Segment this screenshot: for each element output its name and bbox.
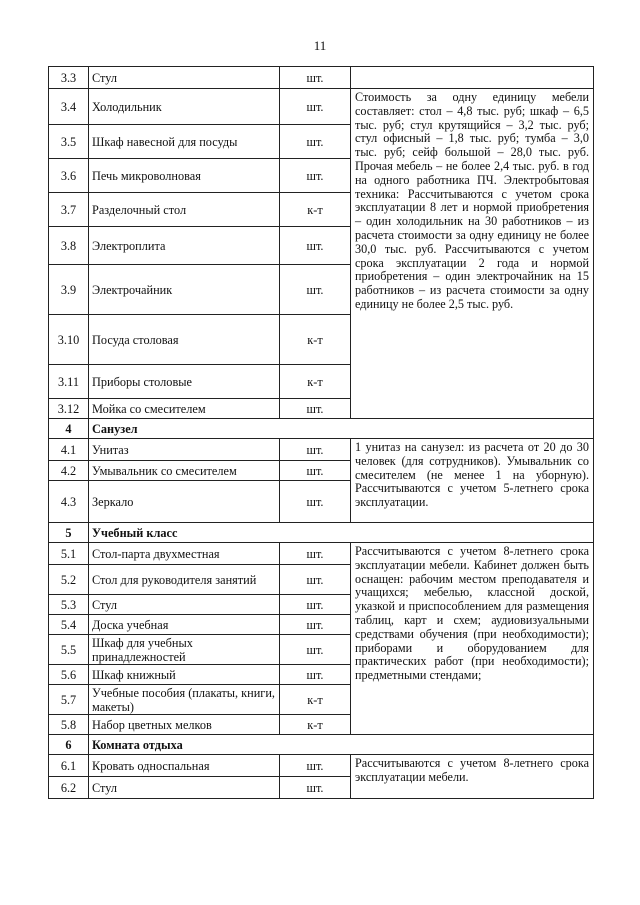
item-unit: к-т	[280, 715, 351, 735]
item-name: Кровать односпальная	[89, 755, 280, 777]
item-unit: шт.	[280, 89, 351, 125]
item-name: Шкаф для учебных принадлежностей	[89, 635, 280, 665]
item-unit: шт.	[280, 595, 351, 615]
section-note: Стоимость за одну единицу мебели составляет: стол – 4,8 тыс. руб; шкаф – 6,5 тыс. руб; стул крутящийся – 3,2 тыс. руб; стул офисный – 1,8 тыс. руб; тумба – 3,0 тыс. руб; сейф большой – 28,0 тыс. руб. Прочая мебель – не более 2,4 тыс. руб. в год на одного работника ПЧ. Электробытовая техника: Рассчитываются с учетом срока эксплуатации 8 лет и нормой приобретения – один холодильник на 30 работников – из расчета стоимости за одну единицу не более 30,0 тыс. руб. Рассчитываются с учетом срока эксплуатации 2 года и нормой приобретения – один электрочайник на 15 работников – из расчета стоимости за одну единицу не более 2,5 тыс. руб.	[351, 89, 594, 419]
page-number: 11	[313, 38, 327, 53]
item-unit: шт.	[280, 461, 351, 481]
item-name: Шкаф навесной для посуды	[89, 125, 280, 159]
section-title: Комната отдыха	[89, 735, 594, 755]
empty-note-cell	[351, 67, 594, 89]
item-name: Унитаз	[89, 439, 280, 461]
item-unit: к-т	[280, 365, 351, 399]
item-name: Стул	[89, 777, 280, 799]
item-unit: шт.	[280, 265, 351, 315]
item-unit: шт.	[280, 777, 351, 799]
item-name: Набор цветных мелков	[89, 715, 280, 735]
section-header-row	[49, 735, 594, 755]
item-unit: шт.	[280, 399, 351, 419]
item-number: 3.6	[49, 159, 89, 193]
table-row	[49, 89, 594, 125]
item-unit: к-т	[280, 193, 351, 227]
item-number: 5.1	[49, 543, 89, 565]
table-row	[49, 67, 594, 89]
item-number: 3.12	[49, 399, 89, 419]
table-row	[49, 543, 594, 565]
item-unit: шт.	[280, 665, 351, 685]
item-number: 5.4	[49, 615, 89, 635]
item-name: Мойка со смесителем	[89, 399, 280, 419]
item-name: Стул	[89, 67, 280, 89]
section-title: Санузел	[89, 419, 594, 439]
item-number: 4.2	[49, 461, 89, 481]
table-row	[49, 439, 594, 461]
item-name: Разделочный стол	[89, 193, 280, 227]
item-number: 3.9	[49, 265, 89, 315]
item-number: 3.8	[49, 227, 89, 265]
item-name: Зеркало	[89, 481, 280, 523]
item-name: Приборы столовые	[89, 365, 280, 399]
equipment-table	[48, 66, 594, 799]
section-header-row	[49, 523, 594, 543]
item-number: 3.7	[49, 193, 89, 227]
item-name: Стол-парта двухместная	[89, 543, 280, 565]
item-name: Электроплита	[89, 227, 280, 265]
item-name: Учебные пособия (плакаты, книги, макеты)	[89, 685, 280, 715]
section-note: 1 унитаз на санузел: из расчета от 20 до 30 человек (для сотрудников). Умывальник со смесителем (не менее 1 на уборную). Рассчитываются с учетом 5-летнего срока эксплуатации.	[351, 439, 594, 523]
item-unit: шт.	[280, 67, 351, 89]
item-unit: шт.	[280, 543, 351, 565]
section-number: 4	[49, 419, 89, 439]
item-number: 5.3	[49, 595, 89, 615]
item-number: 3.10	[49, 315, 89, 365]
item-name: Стул	[89, 595, 280, 615]
item-unit: шт.	[280, 227, 351, 265]
item-number: 5.8	[49, 715, 89, 735]
section-note: Рассчитываются с учетом 8-летнего срока эксплуатации мебели. Кабинет должен быть оснащен: рабочим местом преподавателя и учащихся; мебелью, классной доской, указкой и приспособлением для размещения таблиц, карт и схем; аудиовизуальными средствами обучения (при необходимости); приборами и оборудованием для практических работ (при необходимости); предметными стендами;	[351, 543, 594, 735]
item-number: 3.3	[49, 67, 89, 89]
item-unit: к-т	[280, 315, 351, 365]
table-row	[49, 755, 594, 777]
section-header-row	[49, 419, 594, 439]
item-number: 5.2	[49, 565, 89, 595]
item-name: Шкаф книжный	[89, 665, 280, 685]
item-name: Посуда столовая	[89, 315, 280, 365]
item-number: 4.1	[49, 439, 89, 461]
item-number: 4.3	[49, 481, 89, 523]
section-number: 6	[49, 735, 89, 755]
section-number: 5	[49, 523, 89, 543]
item-number: 6.1	[49, 755, 89, 777]
item-name: Умывальник со смесителем	[89, 461, 280, 481]
item-name: Доска учебная	[89, 615, 280, 635]
item-unit: шт.	[280, 755, 351, 777]
item-number: 5.5	[49, 635, 89, 665]
item-unit: к-т	[280, 685, 351, 715]
item-number: 3.5	[49, 125, 89, 159]
item-unit: шт.	[280, 159, 351, 193]
item-number: 3.11	[49, 365, 89, 399]
item-number: 6.2	[49, 777, 89, 799]
item-unit: шт.	[280, 565, 351, 595]
item-name: Печь микроволновая	[89, 159, 280, 193]
section-note: Рассчитываются с учетом 8-летнего срока эксплуатации мебели.	[351, 755, 594, 799]
item-number: 3.4	[49, 89, 89, 125]
item-name: Холодильник	[89, 89, 280, 125]
item-number: 5.7	[49, 685, 89, 715]
item-unit: шт.	[280, 615, 351, 635]
item-unit: шт.	[280, 635, 351, 665]
item-unit: шт.	[280, 481, 351, 523]
item-name: Электрочайник	[89, 265, 280, 315]
section-title: Учебный класс	[89, 523, 594, 543]
item-number: 5.6	[49, 665, 89, 685]
item-unit: шт.	[280, 439, 351, 461]
item-unit: шт.	[280, 125, 351, 159]
item-name: Стол для руководителя занятий	[89, 565, 280, 595]
